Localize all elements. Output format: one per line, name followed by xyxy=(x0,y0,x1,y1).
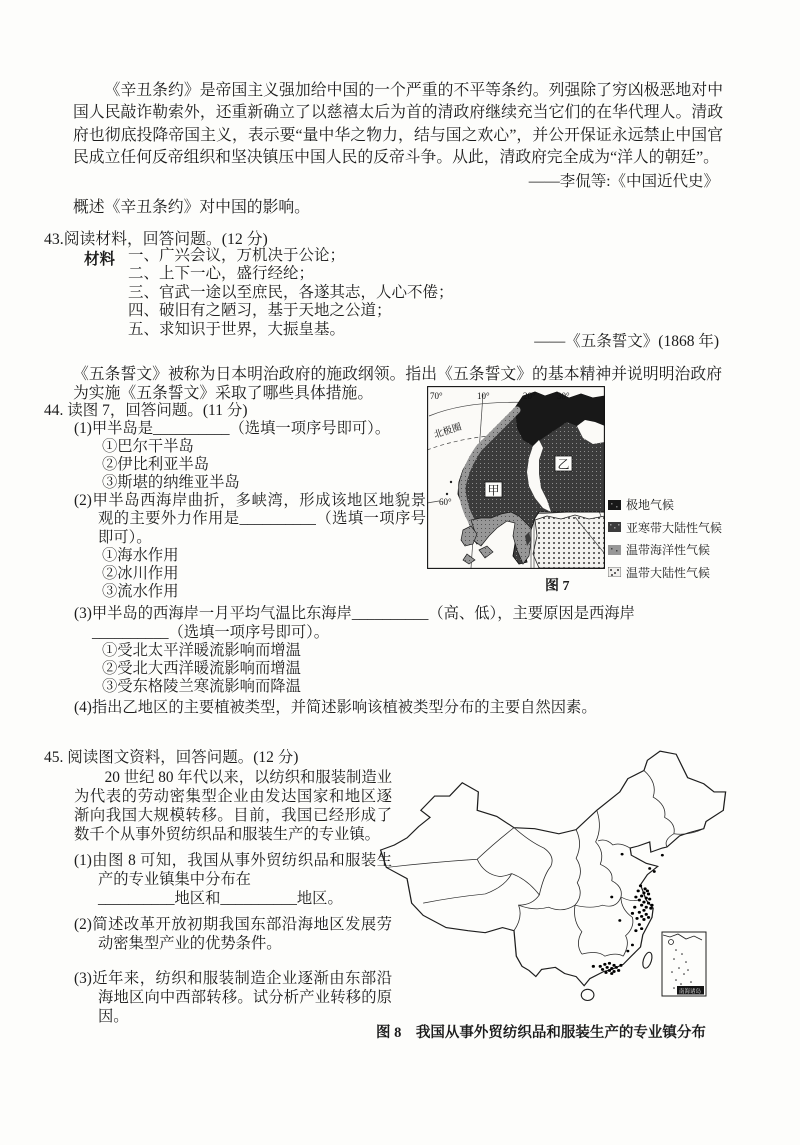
material-item: 二、上下一心，盛行经纶； xyxy=(128,265,315,283)
option-item: ③斯堪的纳维亚半岛 xyxy=(102,473,240,491)
marker-jia-label: 甲 xyxy=(487,483,500,498)
option-list xyxy=(74,438,426,491)
marker-yi-label: 乙 xyxy=(557,457,570,472)
question-number: 44. xyxy=(44,402,64,419)
legend-item xyxy=(608,541,722,558)
question-intro: 20 世纪 80 年代以来，以纺织和服装制造业为代表的劳动密集型企业由发达国家和地区逐渐向我国大规模转移。目前，我国已经形成了数千个从事外贸纺织品和服装生产的专业镇。 xyxy=(74,769,392,843)
south-china-sea-inset xyxy=(662,932,706,996)
longitude-label-30: 30° xyxy=(557,391,570,401)
hainan-island xyxy=(581,989,594,1000)
town-dots-pearl-delta xyxy=(592,962,623,975)
figure-7 xyxy=(427,386,737,602)
legend-label: 亚寒带大陆性气候 xyxy=(626,520,723,535)
question-44-heading xyxy=(44,398,444,420)
question-part-3-line1: (3)甲半岛的西海岸一月平均气温比东海岸__________（高、低），主要原因是西海岸 xyxy=(74,605,635,622)
option-item: ③流水作用 xyxy=(102,582,179,600)
source-attribution: ——《五条誓文》(1868 年) xyxy=(534,333,719,350)
scandinavia-climate-map xyxy=(427,386,605,569)
question-part-1: (1)甲半岛是__________（选填一项序号即可）。 xyxy=(74,420,391,437)
material-item: 一、广兴会议，万机决于公论； xyxy=(128,247,346,264)
option-item: ②冰川作用 xyxy=(102,565,179,583)
material-paragraph-xinchou: 《辛丑条约》是帝国主义强加给中国的一个严重的不平等条约。列强除了穷凶极恶地对中国人民敲诈勒索外，还重新确立了以慈禧太后为首的清政府继续充当它们的在华代理人。清政府也彻底投降帝国主义，表示要“量中华之物力，结与国之欢心”，并公开保证永远禁止中国官民成立任何反帝组织和坚决镇压中国人民的反帝斗争。从此，清政府完全成为“洋人的朝廷”。 xyxy=(73,81,723,167)
inset-label: 南海诸岛 xyxy=(679,989,702,995)
legend-swatch-polar xyxy=(608,500,621,510)
question-heading-text: 阅读材料，回答问题。(12 分) xyxy=(63,231,268,248)
question-part-2: (2)甲半岛西海岸曲折，多峡湾，形成该地区地貌景观的主要外力作用是__________（选填一项序号即可）。 xyxy=(74,491,426,546)
question-part-4: (4)指出乙地区的主要植被类型，并简述影响该植被类型分布的主要自然因素。 xyxy=(74,698,597,716)
longitude-label-20: 20° xyxy=(523,391,536,401)
legend-swatch-oceanic xyxy=(608,545,621,555)
material-item: 三、官武一途以至庶民，各遂其志，人心不倦； xyxy=(128,283,454,301)
question-number: 43. xyxy=(44,231,64,248)
china-specialized-towns-map xyxy=(376,744,780,1020)
coastal-islet xyxy=(450,481,452,483)
question-heading-text: 阅读图文资料，回答问题。(12 分) xyxy=(67,749,299,766)
question-part-1-blanks: __________地区和__________地区。 xyxy=(98,890,343,907)
longitude-label-10: 10° xyxy=(477,391,490,401)
figure-8 xyxy=(376,744,780,1020)
region-marker-yi xyxy=(555,456,572,472)
option-item: ①巴尔干半岛 xyxy=(102,438,194,456)
question-part-3-line2: __________（选填一项序号即可）。 xyxy=(92,624,330,642)
question-43-heading xyxy=(44,226,724,249)
figure-8-caption: 图 8 我国从事外贸纺织品和服装生产的专业镇分布 xyxy=(376,1025,706,1041)
material-label: 材料 xyxy=(84,251,116,268)
question-part-1: (1)由图 8 可知，我国从事外贸纺织品和服装生产的专业镇集中分布在 xyxy=(74,852,392,888)
material-item: 四、破旧有之陋习，基于天地之公道； xyxy=(128,302,392,320)
arctic-circle-label: 北极圈 xyxy=(432,422,464,441)
taiwan-island xyxy=(641,951,654,969)
figure-7-caption: 图 7 xyxy=(545,579,570,594)
material-items xyxy=(128,247,454,339)
question-heading-text: 读图 7，回答问题。(11 分) xyxy=(67,402,248,419)
question-prompt: 概述《辛丑条约》对中国的影响。 xyxy=(73,199,310,216)
climate-zone-temperate-continental xyxy=(533,515,605,568)
legend-swatch-subarctic xyxy=(608,522,621,532)
question-44-wide-column xyxy=(74,605,719,717)
legend-label: 极地气候 xyxy=(626,498,675,512)
source-attribution: ——李侃等:《中国近代史》 xyxy=(528,173,719,190)
legend-swatch-continental xyxy=(608,567,621,577)
option-item: ①受北太平洋暖流影响而增温 xyxy=(102,642,301,660)
option-item: ③受东格陵兰寒流影响而降温 xyxy=(102,677,301,695)
latitude-label-70: 70° xyxy=(430,391,443,401)
legend-item xyxy=(608,519,722,536)
option-list xyxy=(74,547,426,600)
question-45-left-column xyxy=(74,768,392,1026)
option-list xyxy=(74,642,719,695)
option-item: ②伊比利亚半岛 xyxy=(102,456,210,473)
question-part-3: (3)近年来，纺织和服装制造企业逐渐由东部沿海地区向中西部转移。试分析产业转移的原因。 xyxy=(74,970,392,1025)
question-prompt: 《五条誓文》被称为日本明治政府的施政纲领。指出《五条誓文》的基本精神并说明明治政府为实施《五条誓文》采取了哪些具体措施。 xyxy=(73,365,722,403)
town-dots-yangtze-delta xyxy=(631,884,654,932)
question-number: 45. xyxy=(44,749,64,766)
question-44-left-column xyxy=(74,420,426,601)
region-marker-jia xyxy=(485,482,502,498)
map-legend xyxy=(608,496,722,586)
material-block xyxy=(84,247,644,339)
legend-item xyxy=(608,496,722,513)
latitude-label-60: 60° xyxy=(439,497,452,507)
material-item: 五、求知识于世界，大振皇基。 xyxy=(128,320,346,338)
legend-item xyxy=(608,564,722,581)
option-item: ①海水作用 xyxy=(102,547,179,565)
coastal-islet xyxy=(446,493,448,495)
legend-label: 温带大陆性气候 xyxy=(626,565,711,580)
question-part-2: (2)简述改革开放初期我国东部沿海地区发展劳动密集型产业的优势条件。 xyxy=(74,916,392,952)
option-item: ②受北大西洋暖流影响而增温 xyxy=(102,660,301,677)
legend-label: 温带海洋性气候 xyxy=(626,543,711,557)
province-boundaries xyxy=(386,771,703,957)
